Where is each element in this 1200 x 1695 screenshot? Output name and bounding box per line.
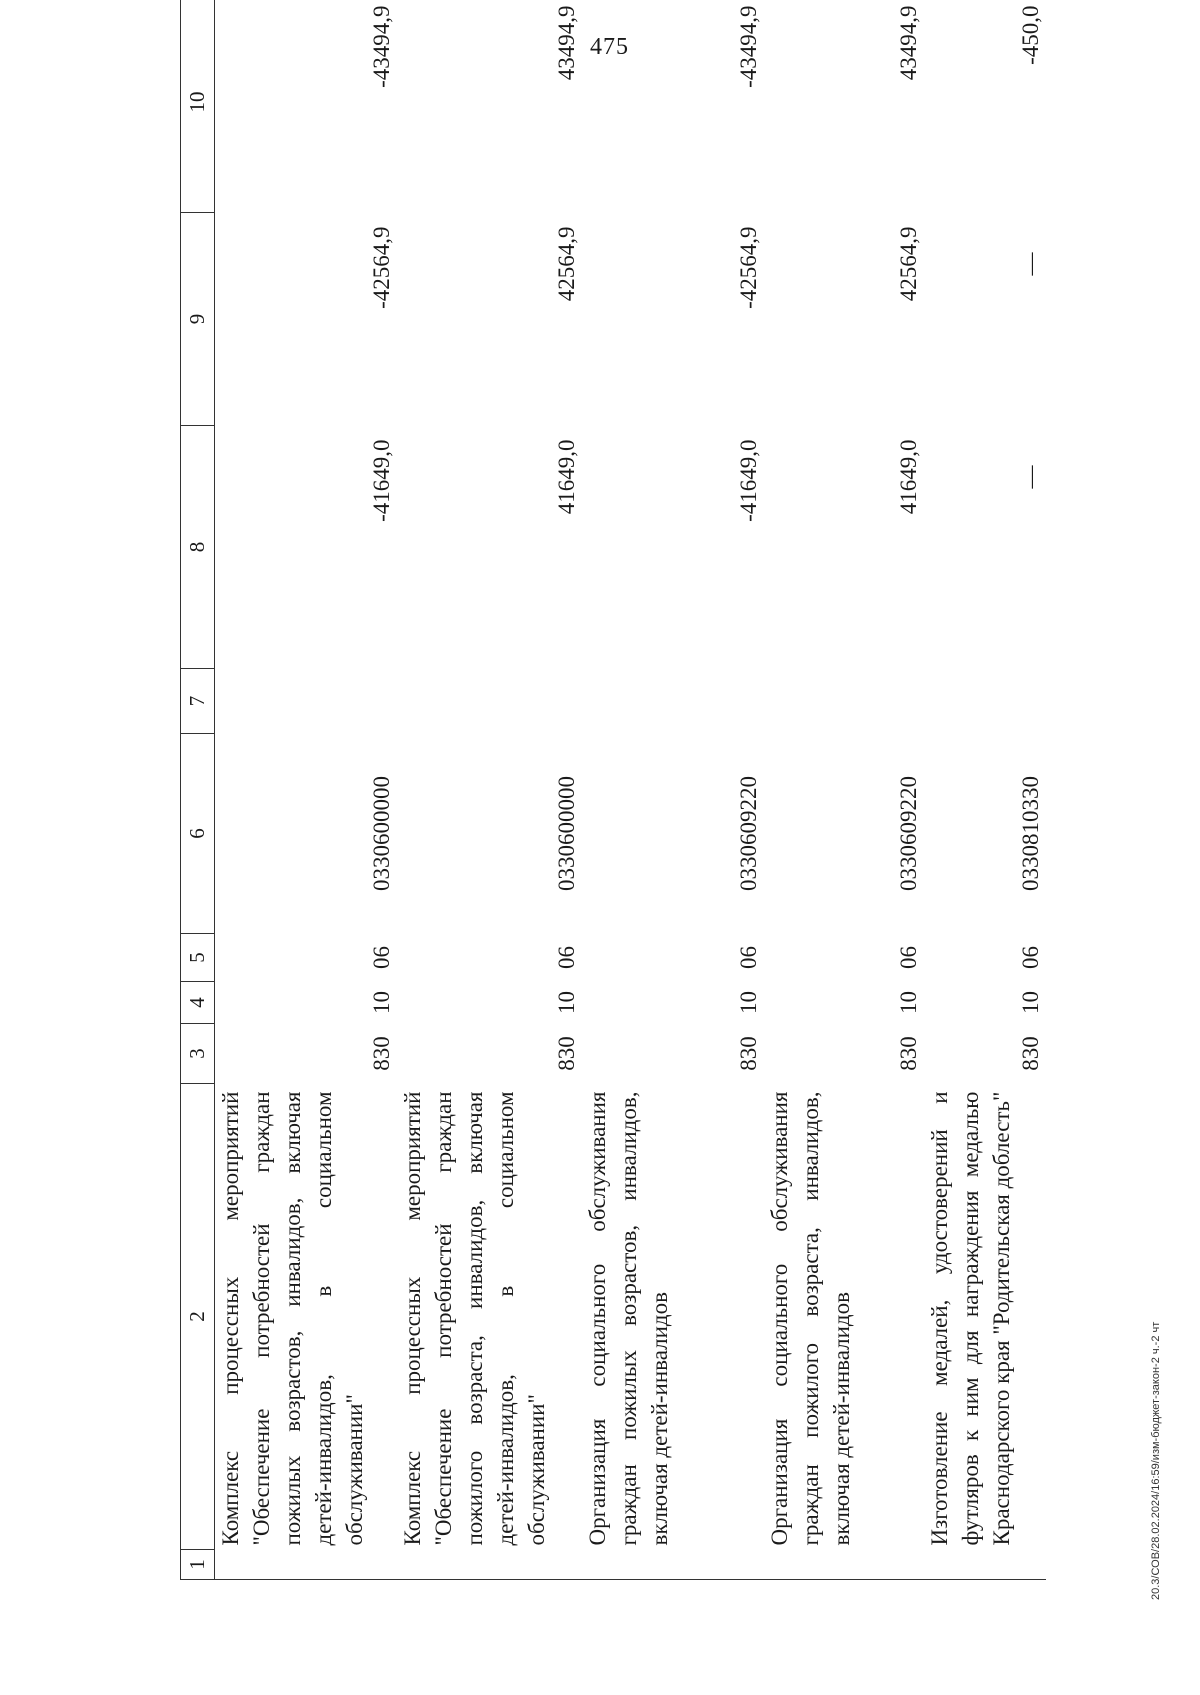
cell-col7 bbox=[215, 669, 398, 734]
cell-col8: -41649,0 bbox=[736, 439, 761, 522]
cell-col7 bbox=[924, 669, 1046, 734]
cell-col10: 43494,9 bbox=[896, 5, 921, 81]
cell-col8: -41649,0 bbox=[369, 439, 394, 522]
cell-col5: 06 bbox=[736, 946, 761, 969]
col-header-10: 10 bbox=[181, 0, 215, 213]
cell-col7 bbox=[764, 669, 924, 734]
cell-col5: 06 bbox=[369, 946, 394, 969]
cell-col4: 10 bbox=[1018, 991, 1043, 1014]
cell-col8: 41649,0 bbox=[554, 439, 579, 515]
cell-col6: 0330609220 bbox=[736, 776, 761, 891]
cell-col9: -42564,9 bbox=[736, 226, 761, 309]
row-description: Изготовление медалей, удостоверений и футляров к ним для награждения медалью Краснодарского края "Родительская доблесть" bbox=[927, 1091, 1014, 1546]
table-row bbox=[397, 0, 582, 1580]
cell-col8: — bbox=[1018, 465, 1043, 489]
col-header-8: 8 bbox=[181, 426, 215, 669]
cell-col10: 43494,9 bbox=[554, 5, 579, 81]
row-description: Организация социального обслуживания граждан пожилых возрастов, инвалидов, включая детей-инвалидов bbox=[585, 1091, 672, 1546]
cell-col10: -43494,9 bbox=[369, 5, 394, 88]
cell-col6: 0330600000 bbox=[554, 776, 579, 891]
budget-table bbox=[180, 0, 1046, 1580]
table-row bbox=[582, 0, 764, 1580]
cell-col6: 0330609220 bbox=[896, 776, 921, 891]
col-header-1: 1 bbox=[181, 1550, 215, 1580]
col-header-6: 6 bbox=[181, 734, 215, 934]
cell-col9: 42564,9 bbox=[896, 226, 921, 302]
cell-col6: 0330810330 bbox=[1018, 776, 1043, 891]
document-footer: 20.3/СОВ/28.02.2024/16:59/изм-бюджет-закон-2 ч.-2 чт bbox=[1150, 1321, 1162, 1600]
col-header-2: 2 bbox=[181, 1084, 215, 1550]
col-header-5: 5 bbox=[181, 934, 215, 982]
cell-col4: 10 bbox=[554, 991, 579, 1014]
cell-col4: 10 bbox=[736, 991, 761, 1014]
cell-col4: 10 bbox=[369, 991, 394, 1014]
cell-col9: — bbox=[1018, 252, 1043, 276]
cell-col8: 41649,0 bbox=[896, 439, 921, 515]
cell-col5: 06 bbox=[896, 946, 921, 969]
table-row bbox=[924, 0, 1046, 1580]
cell-col4: 10 bbox=[896, 991, 921, 1014]
cell-col6: 0330600000 bbox=[369, 776, 394, 891]
cell-col10: -43494,9 bbox=[736, 5, 761, 88]
cell-col3: 830 bbox=[896, 1036, 921, 1071]
row-description: Комплекс процессных мероприятий "Обеспечение потребностей граждан пожилых возрастов, инвалидов, включая детей-инвалидов, в социальном обслуживании" bbox=[218, 1091, 367, 1546]
page-number: 475 bbox=[590, 34, 629, 60]
cell-col10: -450,0 bbox=[1018, 5, 1043, 65]
row-description: Организация социального обслуживания граждан пожилого возраста, инвалидов, включая детей-инвалидов bbox=[767, 1091, 854, 1546]
cell-col3: 830 bbox=[736, 1036, 761, 1071]
col-header-4: 4 bbox=[181, 982, 215, 1024]
cell-col7 bbox=[582, 669, 764, 734]
col-header-3: 3 bbox=[181, 1024, 215, 1084]
cell-col3: 830 bbox=[1018, 1036, 1043, 1071]
cell-col5: 06 bbox=[554, 946, 579, 969]
budget-table-rotated bbox=[180, 0, 1200, 1580]
col-header-9: 9 bbox=[181, 213, 215, 426]
cell-col9: -42564,9 bbox=[369, 226, 394, 309]
cell-col9: 42564,9 bbox=[554, 226, 579, 302]
cell-col7 bbox=[397, 669, 582, 734]
col-header-7: 7 bbox=[181, 669, 215, 734]
cell-col3: 830 bbox=[554, 1036, 579, 1071]
cell-col3: 830 bbox=[369, 1036, 394, 1071]
row-description: Комплекс процессных мероприятий "Обеспечение потребностей граждан пожилого возраста, инвалидов, включая детей-инвалидов, в социальном обслуживании" bbox=[400, 1091, 549, 1546]
table-row bbox=[764, 0, 924, 1580]
header-row bbox=[181, 0, 215, 1580]
cell-col5: 06 bbox=[1018, 946, 1043, 969]
table-row bbox=[215, 0, 398, 1580]
